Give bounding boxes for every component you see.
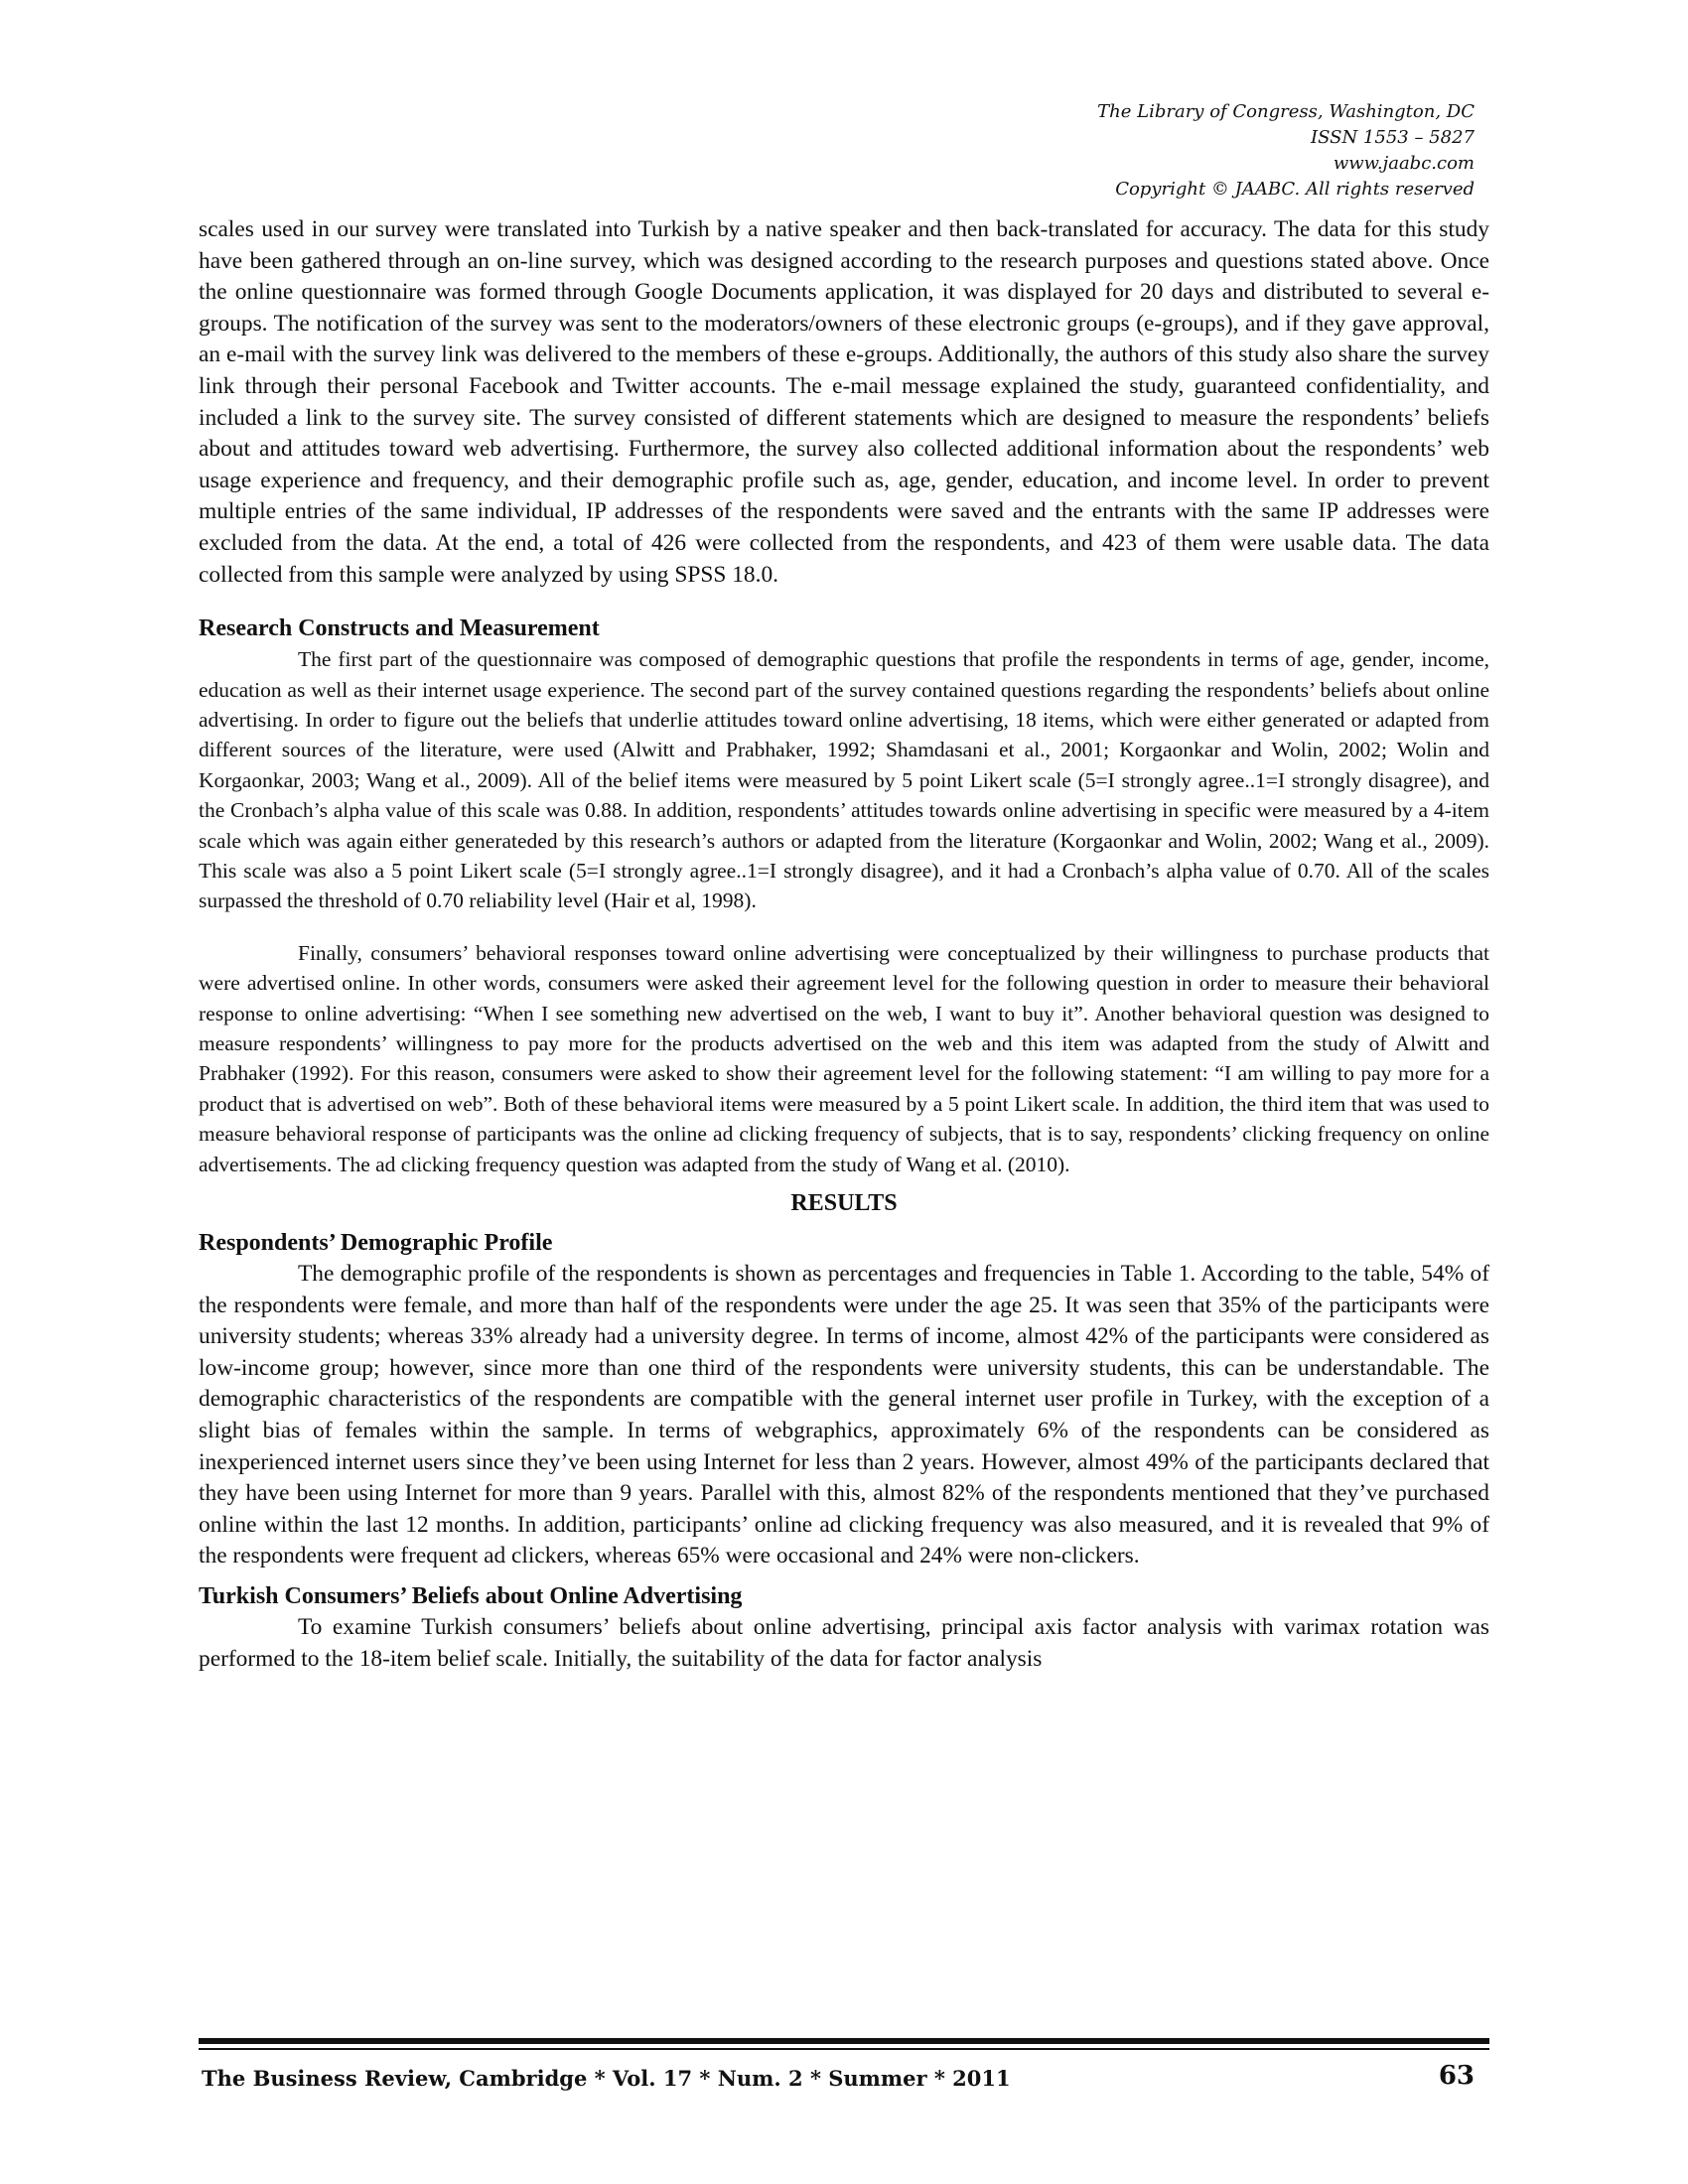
page-number: 63 [1438,2061,1475,2091]
article-body [199,214,1489,1675]
intro-paragraph: scales used in our survey were translated into Turkish by a native speaker and then back-translated for accuracy. The data for this study have been gathered through an on-line survey, which was designed according to the research purposes and questions stated above. Once the online questionnaire was formed through Google Documents application, it was displayed for 20 days and distributed to several e-groups. The notification of the survey was sent to the moderators/owners of these electronic groups (e-groups), and if they gave approval, an e-mail with the survey link was delivered to the members of these e-groups. Additionally, the authors of this study also share the survey link through their personal Facebook and Twitter accounts. The e-mail message explained the study, guaranteed confidentiality, and included a link to the survey site. The survey consisted of different statements which are designed to measure the respondents’ beliefs about and attitudes toward web advertising. Furthermore, the survey also collected additional information about the respondents’ web usage experience and frequency, and their demographic profile such as, age, gender, education, and income level. In order to prevent multiple entries of the same individual, IP addresses of the respondents were saved and the entrants with the same IP addresses were excluded from the data. At the end, a total of 426 were collected from the respondents, and 423 of them were usable data. The data collected from this sample were analyzed by using SPSS 18.0. [199,216,1489,588]
spacer [199,1572,1489,1580]
page-header [879,99,1475,203]
header-issn: ISSN 1553 – 5827 [1311,127,1475,148]
spacer [199,591,1489,613]
header-library: The Library of Congress, Washington, DC [1097,101,1475,122]
footer-rule-thick [199,2038,1489,2044]
section-heading-beliefs: Turkish Consumers’ Beliefs about Online Advertising [199,1582,743,1609]
header-copyright: Copyright © JAABC. All rights reserved [1115,179,1475,200]
demographic-paragraph: The demographic profile of the respondents is shown as percentages and frequencies in Table 1. According to the table, 54% of the respondents were female, and more than half of the respondents were under the age 25. It was seen that 35% of the participants were university students; whereas 33% already had a university degree. In terms of income, almost 42% of the participants were considered as low-income group; however, since more than one third of the respondents were university students, this can be understandable. The demographic characteristics of the respondents are compatible with the general internet user profile in Turkey, with the exception of a slight bias of females within the sample. In terms of webgraphics, approximately 6% of the respondents can be considered as inexperienced internet users since they’ve been using Internet for less than 2 years. However, almost 49% of the participants declared that they have been using Internet for more than 9 years. Parallel with this, almost 82% of the respondents mentioned that they’ve purchased online within the last 12 months. In addition, participants’ online ad clicking frequency was also measured, and it is revealed that 9% of the respondents were frequent ad clickers, whereas 65% were occasional and 24% were non-clickers. [199,1261,1489,1570]
section-heading-demographic: Respondents’ Demographic Profile [199,1230,553,1257]
footer-rule-thin [199,2048,1489,2050]
results-heading: RESULTS [790,1190,898,1217]
footer-journal: The Business Review, Cambridge * Vol. 17 * Num. 2 * Summer * 2011 [202,2066,1011,2091]
section-heading-constructs: Research Constructs and Measurement [199,615,600,642]
behavior-paragraph: Finally, consumers’ behavioral responses toward online advertising were conceptualized by their willingness to purchase products that were advertised online. In other words, consumers were asked their agreement level for the following question in order to measure their behavioral response to online advertising: “When I see something new advertised on the web, I want to buy it”. Another behavioral question was designed to measure respondents’ willingness to pay more for the products advertised on the web and this item was adapted from the study of Alwitt and Prabhaker (1992). For this reason, consumers were asked to show their agreement level for the following statement: “I am willing to pay more for a product that is advertised on web”. Both of these behavioral items were measured by a 5 point Likert scale. In addition, the third item that was used to measure behavioral response of participants was the online ad clicking frequency of subjects, that is to say, respondents’ clicking frequency on online advertisements. The ad clicking frequency question was adapted from the study of Wang et al. (2010). [199,940,1489,1176]
constructs-paragraph: The first part of the questionnaire was composed of demographic questions that profile the respondents in terms of age, gender, income, education as well as their internet usage experience. The second part of the survey contained questions regarding the respondents’ beliefs about online advertising. In order to figure out the beliefs that underlie attitudes toward online advertising, 18 items, which were either generated or adapted from different sources of the literature, were used (Alwitt and Prabhaker, 1992; Shamdasani et al., 2001; Korgaonkar and Wolin, 2002; Wolin and Korgaonkar, 2003; Wang et al., 2009). All of the belief items were measured by 5 point Likert scale (5=I strongly agree..1=I strongly disagree), and the Cronbach’s alpha value of this scale was 0.88. In addition, respondents’ attitudes towards online advertising in specific were measured by a 4-item scale which was again either generateded by this research’s authors or adapted from the literature (Korgaonkar and Wolin, 2002; Wang et al., 2009). This scale was also a 5 point Likert scale (5=I strongly agree..1=I strongly disagree), and it had a Cronbach’s alpha value of 0.70. All of the scales surpassed the threshold of 0.70 reliability level (Hair et al, 1998). [199,647,1489,913]
spacer [199,916,1489,938]
header-website: www.jaabc.com [1333,153,1475,174]
beliefs-paragraph: To examine Turkish consumers’ beliefs about online advertising, principal axis factor analysis with varimax rotation was performed to the 18-item belief scale. Initially, the suitability of the data for factor analysis [199,1613,1489,1672]
